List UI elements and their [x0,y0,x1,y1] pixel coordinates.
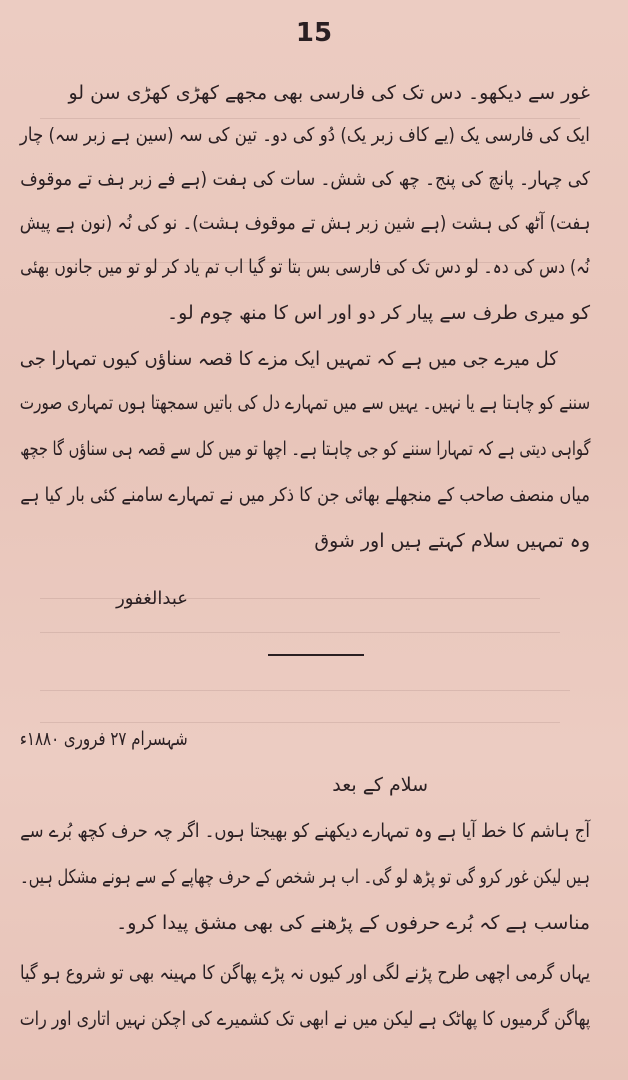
letter1-line: ہفت) آٹھ کی ہشت (ہے شین زبر ہش تے موقوف ہشت)۔ نو کی نُہ (نون ہے پیش [19,212,590,234]
bleed-through-line [40,722,560,723]
greeting: سلام کے بعد [332,774,428,796]
letter1-line: کی چہار۔ پانچ کی پنج۔ چھ کی شش۔ سات کی ہفت (ہے فے زبر ہف تے موقوف [20,168,590,190]
bleed-through-line [40,598,540,599]
section-divider [268,654,364,656]
letter1-line: ایک کی فارسی یک (یے کاف زبر یک) دُو کی دو۔ تین کی سہ (سین ہے زبر سہ) چار [20,124,590,146]
letter2-line: مناسب ہے کہ بُرے حرفوں کے پڑھنے کی بھی مشق پیدا کرو۔ [116,912,590,934]
bleed-through-line [40,118,580,119]
letter1-line: میاں منصف صاحب کے منجھلے بھائی جن کا ذکر میں نے تمہارے سامنے کئی بار کیا ہے [20,484,590,506]
letter2-line: آج ہاشم کا خط آیا ہے وہ تمہارے دیکھنے کو بھیجتا ہوں۔ اگر چہ حرف کچھ بُرے سے [20,820,590,842]
page-number: 15 [295,18,333,48]
letter1-line: کو میری طرف سے پیار کر دو اور اس کا منھ چوم لو۔ [166,302,590,324]
letter2-line: ہیں لیکن غور کرو گی تو پڑھ لو گی۔ اب ہر شخص کے حرف چھاپے کے سے ہونے مشکل ہیں۔ [20,866,590,888]
letter1-line: سننے کو چاہتا ہے یا نہیں۔ یہیں سے میں تمہارے دل کی باتیں سمجھتا ہوں تمہاری صورت [19,392,590,414]
letter2-line: پھاگن گرمیوں کا پھاٹک ہے لیکن میں نے ابھی تک کشمیرے کی اچکن نہیں اتاری اور رات [19,1008,590,1030]
place-date: شہسرام ۲۷ فروری ۱۸۸۰ء [20,728,188,750]
bleed-through-line [40,632,560,633]
signature: عبدالغفور [116,588,188,609]
letter1-line: کل میرے جی میں ہے کہ تمہیں ایک مزے کا قصہ سناؤں کیوں تمہارا جی [19,348,558,370]
letter1-line: گواہی دیتی ہے کہ تمہارا سننے کو جی چاہتا ہے۔ اچھا تو میں کل سے قصہ ہی سناؤں گا جچھ [19,438,590,460]
letter1-line: نُہ) دس کی دہ۔ لو دس تک کی فارسی بس بتا تو گیا اب تم یاد کر لو تو میں جانوں بھئی [20,256,590,278]
letter2-line: یہاں گرمی اچھی طرح پڑنے لگی اور کیوں نہ پڑے پھاگن کا مہینہ بھی تو شروع ہو گیا [19,962,590,984]
bleed-through-line [40,690,570,691]
letter1-line: غور سے دیکھو۔ دس تک کی فارسی بھی مجھے کھڑی کھڑی سن لو [68,82,590,104]
letter1-line: وہ تمہیں سلام کہتے ہیں اور شوق [314,530,590,552]
